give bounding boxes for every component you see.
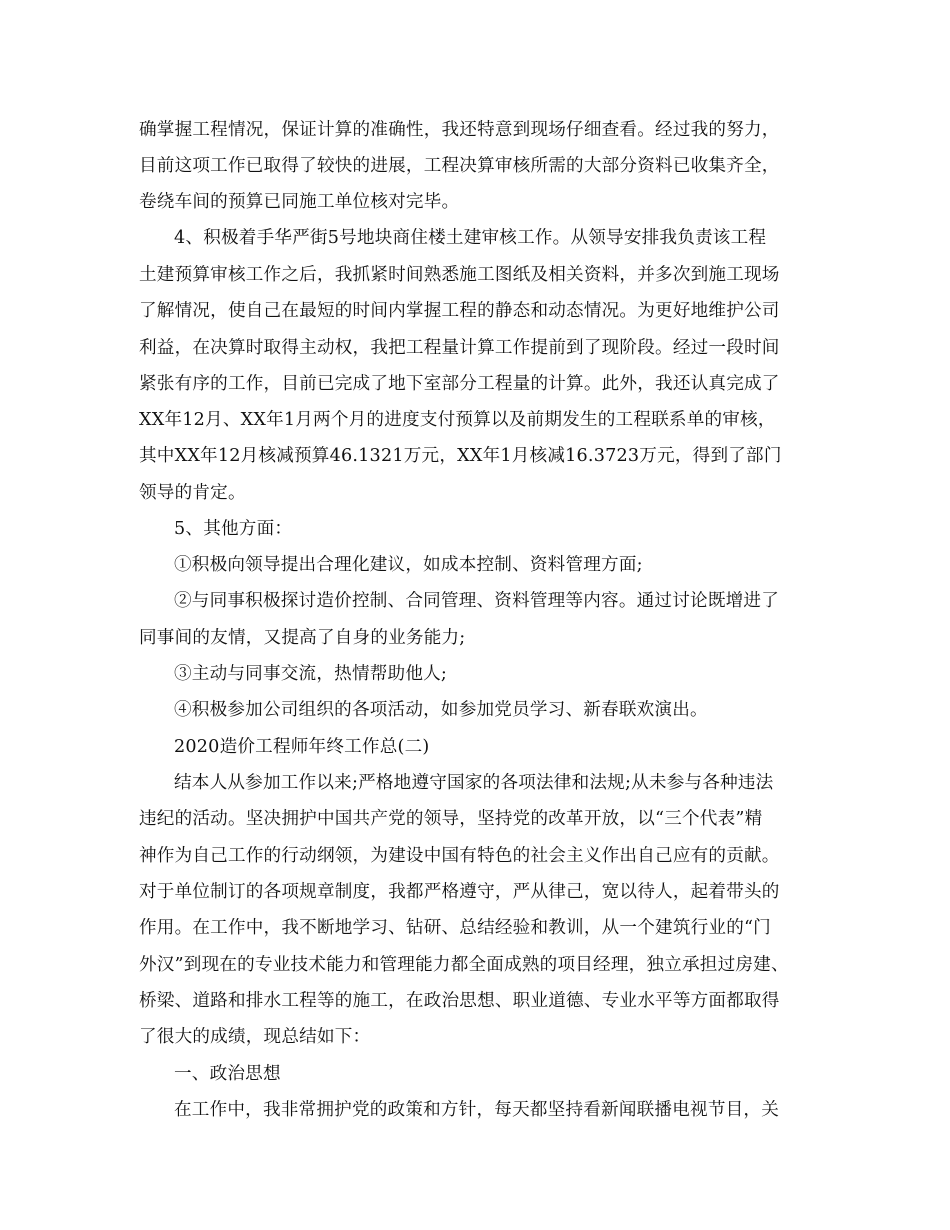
text-line: ④积极参加公司组织的各项活动，如参加党员学习、新春联欢演出。 [174, 700, 708, 720]
text-line: 土建预算审核工作之后，我抓紧时间熟悉施工图纸及相关资料，并多次到施工现场 [139, 265, 780, 285]
text-line: 目前这项工作已取得了较快的进展，工程决算审核所需的大部分资料已收集齐全， [139, 156, 780, 176]
text-line: 确掌握工程情况，保证计算的准确性，我还特意到现场仔细查看。经过我的努力， [139, 120, 780, 140]
text-line: 桥梁、道路和排水工程等的施工，在政治思想、职业道德、专业水平等方面都取得 [139, 991, 780, 1011]
text-line: 作用。在工作中，我不断地学习、钻研、总结经验和教训，从一个建筑行业的“门 [139, 918, 771, 938]
text-line: 对于单位制订的各项规章制度，我都严格遵守，严从律己，宽以待人，起着带头的 [139, 882, 780, 902]
text-line: 外汉”到现在的专业技术能力和管理能力都全面成熟的项目经理，独立承担过房建、 [139, 955, 789, 975]
text-line: XX年12月、XX年1月两个月的进度支付预算以及前期发生的工程联系单的审核， [139, 410, 776, 430]
text-line: 紧张有序的工作，目前已完成了地下室部分工程量的计算。此外，我还认真完成了 [139, 374, 780, 394]
section-heading: 2020造价工程师年终工作总(二) [174, 737, 430, 757]
text-line: 同事间的友情，又提高了自身的业务能力; [139, 628, 466, 648]
section-heading: 一、政治思想 [174, 1064, 281, 1084]
text-line: ③主动与同事交流，热情帮助他人; [174, 664, 448, 684]
text-line: 利益，在决算时取得主动权，我把工程量计算工作提前到了现阶段。经过一段时间 [139, 338, 780, 358]
text-line: 卷绕车间的预算已同施工单位核对完毕。 [139, 192, 460, 212]
text-line: 了很大的成绩，现总结如下： [139, 1027, 371, 1047]
text-line: 神作为自己工作的行动纲领，为建设中国有特色的社会主义作出自己应有的贡献。 [139, 846, 780, 866]
text-line: 结本人从参加工作以来;严格地遵守国家的各项法律和法规;从未参与各种违法 [174, 773, 774, 793]
text-line: 违纪的活动。坚决拥护中国共产党的领导，坚持党的改革开放，以“三个代表”精 [139, 809, 763, 829]
text-line: 4、积极着手华严街5号地块商住楼土建审核工作。从领导安排我负责该工程 [174, 228, 767, 248]
text-line: ②与同事积极探讨造价控制、合同管理、资料管理等内容。通过讨论既增进了 [174, 591, 779, 611]
text-line: 领导的肯定。 [139, 483, 246, 503]
text-line: 5、其他方面： [174, 519, 293, 539]
text-line: 其中XX年12月核减预算46.1321万元，XX年1月核减16.3723万元，得到了部门 [139, 446, 782, 466]
text-line: 了解情况，使自己在最短的时间内掌握工程的静态和动态情况。为更好地维护公司 [139, 301, 780, 321]
text-line: 在工作中，我非常拥护党的政策和方针，每天都坚持看新闻联播电视节目，关 [174, 1100, 779, 1120]
text-line: ①积极向领导提出合理化建议，如成本控制、资料管理方面; [174, 555, 643, 575]
